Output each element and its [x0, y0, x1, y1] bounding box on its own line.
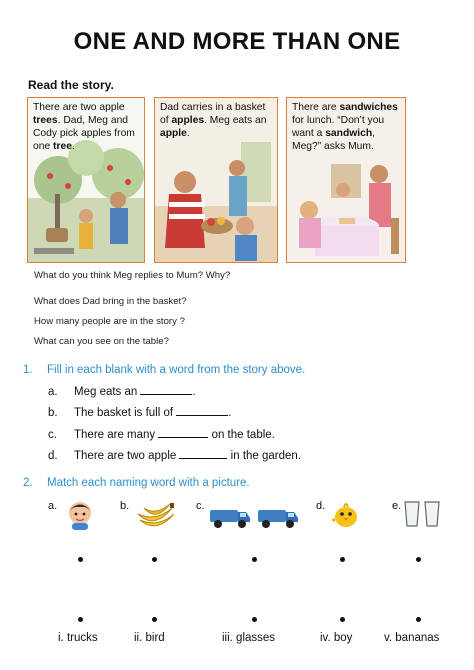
- match-dot[interactable]: [340, 557, 345, 562]
- picture-letter-a: a.: [48, 500, 58, 512]
- bird-icon: [330, 498, 362, 530]
- answer-word-glasses: iii. glasses: [222, 632, 276, 644]
- match-dot[interactable]: [252, 617, 257, 622]
- match-dot[interactable]: [416, 617, 421, 622]
- page-title: ONE AND MORE THAN ONE: [73, 28, 401, 55]
- match-dot[interactable]: [252, 557, 257, 562]
- match-dot[interactable]: [78, 617, 83, 622]
- glasses-icon: [402, 500, 442, 528]
- boy-icon: [64, 500, 96, 530]
- trucks-icon: [208, 502, 304, 530]
- answer-word-bananas: v. bananas: [384, 632, 440, 644]
- answer-blank[interactable]: [179, 449, 227, 459]
- fill-item-a: a. Meg eats an .: [48, 386, 196, 398]
- panel-2-caption: Dad carries in a basket of apples. Meg eats an apple.: [160, 102, 267, 139]
- picture-letter-e: e.: [392, 500, 402, 512]
- picture-letter-c: c.: [196, 500, 205, 512]
- intro-instruction: Read the story.: [28, 78, 114, 92]
- match-dot[interactable]: [152, 557, 157, 562]
- match-dot[interactable]: [78, 557, 83, 562]
- answer-blank[interactable]: [158, 428, 208, 438]
- story-panel-1: [27, 97, 145, 263]
- story-panel-2: [154, 97, 278, 263]
- section-1-heading: 1. Fill in each blank with a word from the story above.: [23, 364, 306, 376]
- match-dot[interactable]: [416, 557, 421, 562]
- fill-item-b: b. The basket is full of .: [48, 407, 232, 419]
- answer-word-trucks: i. trucks: [58, 632, 98, 644]
- question-3: How many people are in the story ?: [34, 316, 185, 327]
- panel-3-caption: There are sandwiches for lunch. “Don’t you want a sandwich, Meg?” asks Mum.: [292, 102, 398, 152]
- question-4: What can you see on the table?: [34, 336, 169, 347]
- question-2: What does Dad bring in the basket?: [34, 296, 187, 307]
- panel-1-caption: There are two apple trees. Dad, Meg and Cody pick apples from one tree.: [33, 102, 135, 152]
- match-dot[interactable]: [340, 617, 345, 622]
- fill-item-d: d. There are two apple in the garden.: [48, 450, 302, 462]
- story-panel-3: [286, 97, 406, 263]
- match-dot[interactable]: [152, 617, 157, 622]
- answer-word-bird: ii. bird: [134, 632, 165, 644]
- question-1: What do you think Meg replies to Mum? Why?: [34, 270, 231, 281]
- answer-blank[interactable]: [176, 406, 228, 416]
- fill-item-c: c. There are many on the table.: [48, 429, 275, 441]
- picture-letter-b: b.: [120, 500, 130, 512]
- answer-word-boy: iv. boy: [320, 632, 353, 644]
- picture-letter-d: d.: [316, 500, 326, 512]
- answer-blank[interactable]: [140, 385, 192, 395]
- section-2-heading: 2. Match each naming word with a picture.: [23, 477, 250, 489]
- bananas-icon: [134, 500, 176, 530]
